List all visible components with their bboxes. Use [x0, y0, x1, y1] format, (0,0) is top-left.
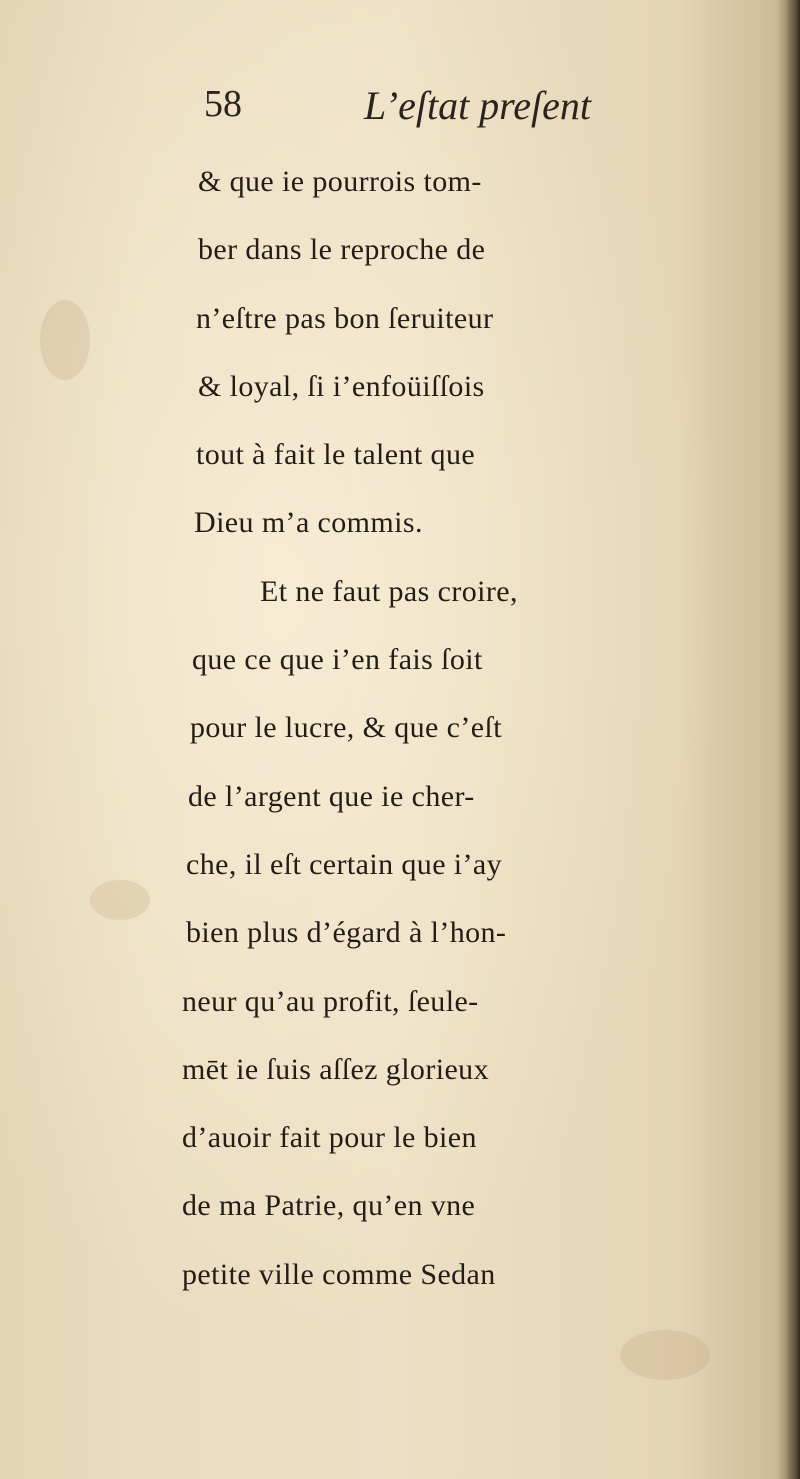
text-line: de l’argent que ie cher- [188, 779, 475, 813]
text-line: petite ville comme Sedan [182, 1257, 496, 1291]
text-line: de ma Patrie, qu’en vne [182, 1189, 476, 1223]
text-line: n’eſtre pas bon ſeruiteur [196, 301, 494, 335]
text-line: d’auoir fait pour le bien [182, 1121, 477, 1155]
binding-edge [786, 0, 800, 1479]
paragraph-start-line: Et ne faut pas croire, [260, 574, 518, 608]
paper-stain [620, 1330, 710, 1380]
text-line: & loyal, ſi i’enfoüiſſois [198, 369, 485, 403]
running-head: L’eſtat preſent [364, 83, 591, 128]
text-line: Dieu m’a commis. [194, 506, 423, 540]
page-number: 58 [204, 83, 242, 125]
text-line: che, il eſt certain que i’ay [186, 847, 503, 881]
text-line: bien plus d’égard à l’hon- [186, 916, 507, 950]
text-line: & que ie pourrois tom- [198, 165, 482, 198]
body-text [182, 148, 782, 1309]
paper-stain [90, 880, 150, 920]
text-line: mēt ie ſuis aſſez glorieux [182, 1052, 489, 1086]
text-line: ber dans le reproche de [198, 233, 486, 267]
page-header [204, 82, 764, 142]
text-line: pour le lucre, & que c’eſt [190, 711, 502, 745]
text-line: que ce que i’en fais ſoit [192, 643, 483, 677]
text-line: neur qu’au profit, ſeule- [182, 984, 479, 1018]
paper-stain [40, 300, 90, 380]
text-line: tout à fait le talent que [196, 438, 476, 472]
